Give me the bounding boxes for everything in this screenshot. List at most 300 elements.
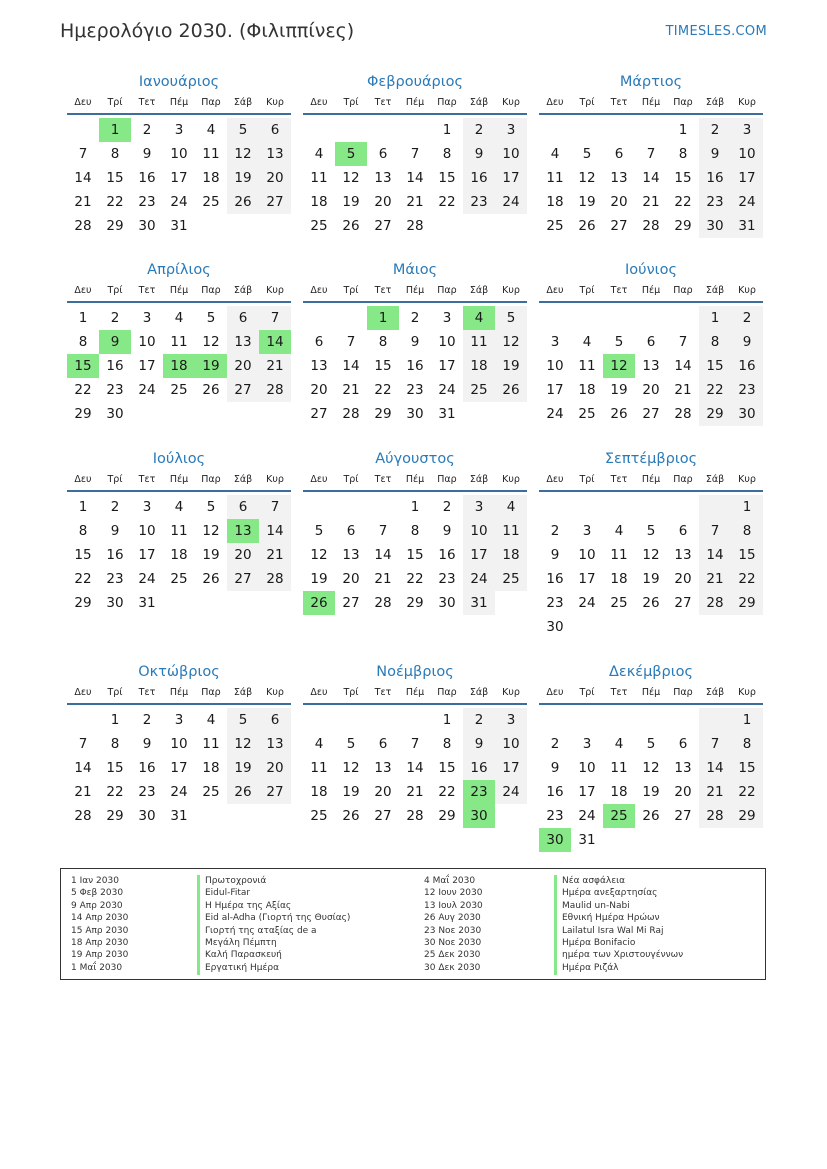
day-cell: 15 — [74, 547, 92, 563]
day-cell: 1 — [731, 495, 763, 519]
day-cell: 4 — [550, 146, 560, 162]
day-cell: 20 — [342, 571, 360, 587]
empty-cell — [259, 804, 291, 828]
day-cell: 26 — [202, 571, 220, 587]
empty-cell — [571, 708, 603, 732]
day-cell: 12 — [642, 547, 660, 563]
weekday-label: Παρ — [437, 285, 457, 296]
day-cell: 2 — [142, 712, 152, 728]
day-cell: 27 — [674, 808, 692, 824]
day-cell: 20 — [374, 194, 392, 210]
day-cell: 9 — [699, 142, 731, 166]
day-cell: 29 — [74, 406, 92, 422]
day-cell: 12 — [227, 732, 259, 756]
weekday-label: Σάβ — [233, 474, 253, 485]
weekday-label: Σάβ — [233, 97, 253, 108]
day-cell: 30 — [106, 406, 124, 422]
day-cell: 11 — [170, 334, 188, 350]
day-cell: 21 — [699, 567, 731, 591]
day-cell: 8 — [410, 523, 420, 539]
empty-cell — [539, 708, 571, 732]
day-cell: 1 — [78, 499, 88, 515]
day-cell: 29 — [106, 218, 124, 234]
day-cell: 13 — [227, 519, 259, 543]
site-link[interactable]: TIMESLES.COM — [665, 24, 767, 39]
day-cell: 7 — [699, 732, 731, 756]
empty-cell — [603, 615, 635, 639]
empty-cell — [539, 306, 571, 330]
day-cell: 13 — [674, 760, 692, 776]
weekday-label: Τετ — [138, 285, 156, 296]
weekday-label: Κυρ — [266, 687, 284, 698]
day-cell: 3 — [550, 334, 560, 350]
day-cell: 3 — [174, 712, 184, 728]
day-cell: 1 — [110, 712, 120, 728]
day-cell: 23 — [546, 808, 564, 824]
day-cell: 25 — [170, 571, 188, 587]
legend-date: 13 Ιουλ 2030 — [424, 900, 483, 911]
day-cell: 20 — [259, 166, 291, 190]
day-cell: 21 — [406, 194, 424, 210]
empty-cell — [667, 708, 699, 732]
day-cell: 16 — [463, 166, 495, 190]
day-cell: 23 — [406, 382, 424, 398]
day-cell: 27 — [259, 190, 291, 214]
day-cell: 21 — [259, 354, 291, 378]
empty-cell — [635, 708, 667, 732]
legend-date: 15 Απρ 2030 — [71, 925, 129, 936]
weekday-label: Τετ — [610, 474, 628, 485]
day-cell: 19 — [610, 382, 628, 398]
weekday-header — [303, 686, 527, 705]
day-cell: 29 — [106, 808, 124, 824]
weekday-label: Παρ — [673, 687, 693, 698]
day-cell: 25 — [202, 194, 220, 210]
day-grid — [539, 495, 763, 639]
day-cell: 22 — [74, 571, 92, 587]
day-cell: 8 — [110, 736, 120, 752]
day-cell: 6 — [314, 334, 324, 350]
day-cell: 4 — [614, 736, 624, 752]
weekday-label: Τρί — [579, 687, 595, 698]
day-cell: 10 — [546, 358, 564, 374]
day-cell: 24 — [170, 784, 188, 800]
day-cell: 4 — [495, 495, 527, 519]
day-cell: 8 — [731, 519, 763, 543]
legend-date: 14 Απρ 2030 — [71, 913, 129, 924]
day-cell: 3 — [495, 118, 527, 142]
day-cell: 22 — [731, 567, 763, 591]
empty-cell — [259, 214, 291, 238]
day-cell: 13 — [642, 358, 660, 374]
day-cell: 1 — [442, 122, 452, 138]
legend-holiday-name: Εργατική Ημέρα — [205, 962, 279, 973]
day-cell: 21 — [699, 780, 731, 804]
legend-date: 25 Δεκ 2030 — [424, 950, 481, 961]
day-cell: 4 — [314, 736, 324, 752]
day-cell: 7 — [259, 306, 291, 330]
weekday-label: Κυρ — [266, 97, 284, 108]
day-cell: 28 — [342, 406, 360, 422]
weekday-header — [67, 473, 291, 492]
weekday-label: Κυρ — [738, 97, 756, 108]
empty-cell — [603, 495, 635, 519]
weekday-label: Δευ — [546, 285, 564, 296]
day-cell: 13 — [259, 732, 291, 756]
day-cell: 4 — [206, 122, 216, 138]
day-grid — [67, 495, 291, 615]
day-cell: 9 — [142, 736, 152, 752]
weekday-label: Πέμ — [169, 97, 189, 108]
empty-cell — [731, 828, 763, 852]
day-cell: 10 — [578, 760, 596, 776]
day-cell: 18 — [463, 354, 495, 378]
empty-cell — [163, 402, 195, 426]
day-cell: 31 — [463, 591, 495, 615]
day-cell: 14 — [406, 760, 424, 776]
day-cell: 27 — [610, 218, 628, 234]
empty-cell — [163, 591, 195, 615]
weekday-label: Τρί — [579, 474, 595, 485]
day-cell: 16 — [138, 170, 156, 186]
day-cell: 14 — [74, 170, 92, 186]
empty-cell — [195, 591, 227, 615]
day-cell: 5 — [314, 523, 324, 539]
month-block — [67, 449, 291, 615]
empty-cell — [259, 402, 291, 426]
empty-cell — [635, 615, 667, 639]
day-cell: 29 — [731, 591, 763, 615]
day-cell: 3 — [463, 495, 495, 519]
legend-holiday-name: Η Ημέρα της Αξίας — [205, 900, 292, 911]
day-cell: 15 — [699, 354, 731, 378]
month-block — [67, 72, 291, 238]
weekday-label: Παρ — [201, 97, 221, 108]
day-cell: 17 — [731, 166, 763, 190]
day-grid — [67, 118, 291, 238]
day-cell: 20 — [227, 543, 259, 567]
day-cell: 25 — [603, 804, 635, 828]
day-cell: 20 — [259, 756, 291, 780]
empty-cell — [335, 495, 367, 519]
day-cell: 15 — [731, 756, 763, 780]
day-cell: 28 — [699, 804, 731, 828]
empty-cell — [367, 495, 399, 519]
day-cell: 28 — [674, 406, 692, 422]
legend-date: 19 Απρ 2030 — [71, 950, 129, 961]
day-grid — [303, 306, 527, 426]
day-cell: 18 — [610, 571, 628, 587]
day-cell: 13 — [610, 170, 628, 186]
weekday-label: Πέμ — [169, 687, 189, 698]
day-cell: 24 — [463, 567, 495, 591]
legend-date: 1 Μαΐ 2030 — [71, 962, 123, 973]
day-cell: 30 — [546, 619, 564, 635]
day-cell: 21 — [374, 571, 392, 587]
weekday-label: Παρ — [201, 687, 221, 698]
empty-cell — [195, 402, 227, 426]
day-cell: 12 — [342, 760, 360, 776]
day-cell: 17 — [170, 170, 188, 186]
day-cell: 17 — [170, 760, 188, 776]
day-cell: 12 — [578, 170, 596, 186]
day-cell: 7 — [646, 146, 656, 162]
weekday-label: Κυρ — [266, 474, 284, 485]
day-cell: 1 — [731, 708, 763, 732]
legend-names-right — [562, 875, 683, 974]
day-cell: 29 — [438, 808, 456, 824]
month-block — [303, 72, 527, 238]
day-cell: 28 — [406, 808, 424, 824]
day-cell: 1 — [678, 122, 688, 138]
empty-cell — [335, 306, 367, 330]
day-cell: 26 — [578, 218, 596, 234]
day-cell: 29 — [699, 402, 731, 426]
day-cell: 6 — [227, 306, 259, 330]
day-cell: 18 — [310, 784, 328, 800]
month-block — [539, 72, 763, 238]
day-cell: 27 — [342, 595, 360, 611]
month-block — [539, 260, 763, 426]
day-cell: 8 — [678, 146, 688, 162]
day-cell: 22 — [699, 378, 731, 402]
empty-cell — [667, 828, 699, 852]
month-block — [539, 662, 763, 852]
day-cell: 22 — [406, 571, 424, 587]
empty-cell — [303, 708, 335, 732]
empty-cell — [603, 118, 635, 142]
day-cell: 7 — [78, 736, 88, 752]
day-cell: 7 — [410, 736, 420, 752]
empty-cell — [539, 495, 571, 519]
day-cell: 6 — [646, 334, 656, 350]
day-cell: 16 — [699, 166, 731, 190]
day-cell: 19 — [310, 571, 328, 587]
day-cell: 13 — [259, 142, 291, 166]
weekday-label: Πέμ — [641, 97, 661, 108]
day-cell: 21 — [342, 382, 360, 398]
empty-cell — [667, 306, 699, 330]
day-cell: 31 — [138, 595, 156, 611]
day-cell: 9 — [110, 523, 120, 539]
day-cell: 4 — [174, 499, 184, 515]
weekday-label: Πέμ — [641, 285, 661, 296]
day-cell: 21 — [674, 382, 692, 398]
day-cell: 26 — [227, 780, 259, 804]
day-cell: 25 — [170, 382, 188, 398]
empty-cell — [699, 615, 731, 639]
weekday-header — [539, 96, 763, 115]
day-cell: 25 — [495, 567, 527, 591]
day-cell: 10 — [170, 146, 188, 162]
day-cell: 5 — [227, 708, 259, 732]
day-cell: 27 — [227, 378, 259, 402]
weekday-label: Πέμ — [169, 285, 189, 296]
day-cell: 5 — [206, 310, 216, 326]
day-cell: 8 — [110, 146, 120, 162]
day-cell: 27 — [259, 780, 291, 804]
legend-holiday-name: Γιορτή της αταξίας de a — [205, 925, 317, 936]
weekday-label: Παρ — [437, 687, 457, 698]
day-cell: 9 — [99, 330, 131, 354]
weekday-label: Πέμ — [641, 687, 661, 698]
weekday-label: Δευ — [310, 97, 328, 108]
day-cell: 27 — [674, 595, 692, 611]
weekday-label: Δευ — [74, 474, 92, 485]
empty-cell — [635, 828, 667, 852]
day-cell: 24 — [578, 595, 596, 611]
day-cell: 19 — [495, 354, 527, 378]
day-cell: 30 — [731, 402, 763, 426]
day-cell: 28 — [374, 595, 392, 611]
legend-date: 12 Ιουν 2030 — [424, 888, 483, 899]
weekday-label: Σάβ — [705, 474, 725, 485]
empty-cell — [335, 708, 367, 732]
empty-cell — [603, 708, 635, 732]
day-cell: 6 — [259, 708, 291, 732]
day-cell: 19 — [342, 784, 360, 800]
day-cell: 16 — [438, 547, 456, 563]
day-cell: 28 — [74, 808, 92, 824]
day-cell: 26 — [227, 190, 259, 214]
day-cell: 6 — [378, 146, 388, 162]
weekday-label: Τρί — [579, 97, 595, 108]
day-cell: 5 — [646, 523, 656, 539]
empty-cell — [603, 306, 635, 330]
weekday-label: Κυρ — [266, 285, 284, 296]
day-cell: 17 — [463, 543, 495, 567]
empty-cell — [227, 214, 259, 238]
day-cell: 10 — [170, 736, 188, 752]
empty-cell — [539, 118, 571, 142]
day-cell: 17 — [578, 784, 596, 800]
day-cell: 6 — [678, 523, 688, 539]
empty-cell — [571, 615, 603, 639]
weekday-label: Τετ — [374, 474, 392, 485]
day-cell: 15 — [106, 170, 124, 186]
day-cell: 23 — [138, 194, 156, 210]
day-cell: 17 — [138, 358, 156, 374]
weekday-label: Δευ — [74, 97, 92, 108]
day-cell: 25 — [546, 218, 564, 234]
empty-cell — [571, 306, 603, 330]
legend-date: 30 Νοε 2030 — [424, 937, 482, 948]
empty-cell — [699, 708, 731, 732]
legend-holiday-name: Eid al-Adha (Γιορτή της Θυσίας) — [205, 913, 351, 924]
weekday-header — [67, 96, 291, 115]
month-name: Φεβρουάριος — [366, 74, 464, 90]
day-cell: 21 — [642, 194, 660, 210]
weekday-label: Τρί — [343, 687, 359, 698]
day-cell: 14 — [699, 756, 731, 780]
empty-cell — [495, 214, 527, 238]
day-cell: 16 — [406, 358, 424, 374]
day-cell: 23 — [463, 780, 495, 804]
empty-cell — [463, 402, 495, 426]
day-cell: 19 — [195, 354, 227, 378]
day-cell: 30 — [106, 595, 124, 611]
day-cell: 25 — [202, 784, 220, 800]
month-name: Απρίλιος — [147, 262, 211, 278]
day-cell: 14 — [674, 358, 692, 374]
weekday-label: Τετ — [610, 97, 628, 108]
weekday-label: Παρ — [201, 285, 221, 296]
month-name: Νοέμβριος — [376, 664, 454, 680]
weekday-label: Τρί — [107, 687, 123, 698]
weekday-label: Δευ — [310, 474, 328, 485]
day-cell: 18 — [546, 194, 564, 210]
weekday-label: Τρί — [107, 97, 123, 108]
weekday-label: Δευ — [310, 687, 328, 698]
day-grid — [303, 118, 527, 238]
day-cell: 9 — [550, 760, 560, 776]
day-cell: 28 — [259, 378, 291, 402]
weekday-label: Παρ — [437, 97, 457, 108]
day-grid — [67, 306, 291, 426]
day-cell: 25 — [310, 808, 328, 824]
day-cell: 30 — [438, 595, 456, 611]
weekday-label: Σάβ — [705, 285, 725, 296]
day-cell: 22 — [674, 194, 692, 210]
day-cell: 27 — [642, 406, 660, 422]
legend-names-left — [205, 875, 350, 974]
empty-cell — [635, 306, 667, 330]
day-cell: 6 — [346, 523, 356, 539]
legend-holiday-name: Ημέρα Ριζάλ — [562, 962, 619, 973]
weekday-label: Τρί — [579, 285, 595, 296]
day-cell: 16 — [138, 760, 156, 776]
day-cell: 15 — [438, 760, 456, 776]
day-cell: 12 — [310, 547, 328, 563]
day-cell: 29 — [731, 804, 763, 828]
weekday-label: Τετ — [374, 285, 392, 296]
empty-cell — [227, 804, 259, 828]
empty-cell — [603, 828, 635, 852]
day-cell: 26 — [610, 406, 628, 422]
weekday-label: Σάβ — [469, 687, 489, 698]
legend-marker-left — [197, 875, 200, 975]
day-cell: 15 — [67, 354, 99, 378]
day-cell: 14 — [406, 170, 424, 186]
day-cell: 17 — [546, 382, 564, 398]
empty-cell — [667, 495, 699, 519]
day-cell: 12 — [642, 760, 660, 776]
weekday-label: Παρ — [201, 474, 221, 485]
day-cell: 7 — [346, 334, 356, 350]
day-cell: 8 — [78, 334, 88, 350]
empty-cell — [227, 402, 259, 426]
day-cell: 16 — [106, 547, 124, 563]
day-grid — [67, 708, 291, 828]
day-cell: 1 — [442, 712, 452, 728]
day-cell: 5 — [206, 499, 216, 515]
day-cell: 4 — [582, 334, 592, 350]
day-cell: 18 — [202, 760, 220, 776]
day-cell: 11 — [202, 146, 220, 162]
day-cell: 22 — [74, 382, 92, 398]
day-cell: 4 — [463, 306, 495, 330]
day-cell: 3 — [731, 118, 763, 142]
day-cell: 15 — [106, 760, 124, 776]
day-cell: 8 — [442, 736, 452, 752]
legend-holiday-name: Lailatul Isra Wal Mi Raj — [562, 925, 664, 936]
day-cell: 7 — [378, 523, 388, 539]
day-cell: 26 — [642, 808, 660, 824]
day-cell: 8 — [78, 523, 88, 539]
weekday-label: Σάβ — [233, 285, 253, 296]
weekday-header — [67, 284, 291, 303]
legend-marker-right — [554, 875, 557, 975]
